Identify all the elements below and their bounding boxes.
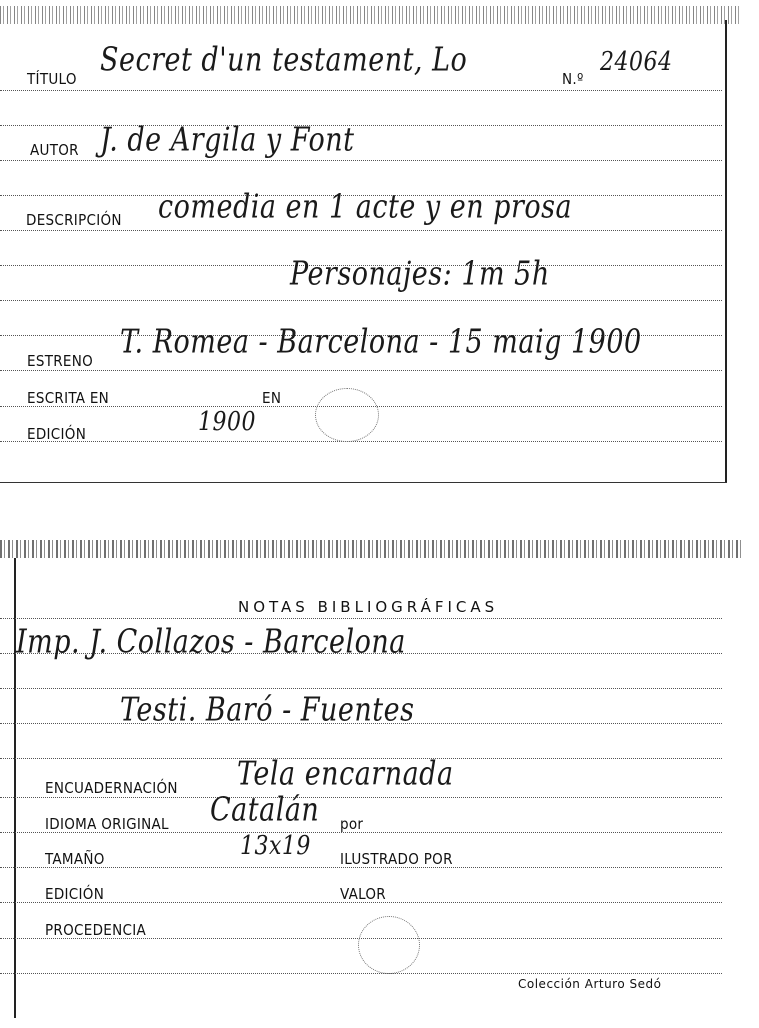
en-label: EN (262, 389, 282, 407)
note-imprenta: Imp. J. Collazos - Barcelona (16, 623, 406, 661)
estreno-value: T. Romea - Barcelona - 15 maig 1900 (120, 323, 642, 361)
faded-stamp (315, 388, 379, 442)
ruled-line (0, 797, 722, 798)
tamano-label: TAMAÑO (45, 850, 105, 868)
edicion-label: EDICIÓN (27, 425, 87, 443)
ruled-line (0, 973, 722, 974)
card-bottom-border (0, 482, 727, 483)
catalog-card-back (0, 540, 741, 1018)
titulo-label: TÍTULO (27, 70, 77, 88)
note-testi: Testi. Baró - Fuentes (120, 691, 415, 729)
card-edge-noise (0, 540, 741, 558)
por-label: por (340, 815, 364, 833)
notas-heading: NOTAS BIBLIOGRÁFICAS (238, 598, 499, 616)
collection-footer: Colección Arturo Sedó (518, 977, 662, 991)
idioma-label: IDIOMA ORIGINAL (45, 815, 169, 833)
procedencia-label: PROCEDENCIA (45, 921, 147, 939)
card-right-border (725, 20, 727, 482)
faded-stamp (358, 916, 420, 974)
encuadernacion-label: ENCUADERNACIÓN (45, 779, 178, 797)
estreno-label: ESTRENO (27, 352, 94, 370)
descripcion-label: DESCRIPCIÓN (26, 211, 122, 229)
ruled-line (0, 230, 722, 231)
autor-value: J. de Argila y Font (100, 121, 355, 159)
catalog-card-front (0, 0, 741, 494)
ruled-line (0, 618, 722, 619)
card-edge-noise (0, 6, 741, 24)
descripcion-value: comedia en 1 acte y en prosa (158, 188, 573, 226)
edicion2-label: EDICIÓN (45, 885, 105, 903)
autor-label: AUTOR (30, 141, 79, 159)
numero-label: N.º (562, 70, 584, 88)
ruled-line (0, 370, 722, 371)
edicion-value: 1900 (198, 407, 256, 437)
ruled-line (0, 300, 722, 301)
ruled-line (0, 688, 722, 689)
titulo-value: Secret d'un testament, Lo (100, 41, 468, 79)
ruled-line (0, 160, 722, 161)
idioma-value: Catalán (210, 791, 320, 829)
escrita-label: ESCRITA EN (27, 389, 110, 407)
tamano-value: 13x19 (240, 831, 311, 861)
ilustrado-label: ILUSTRADO POR (340, 850, 453, 868)
valor-label: VALOR (340, 885, 386, 903)
numero-value: 24064 (600, 47, 673, 77)
ruled-line (0, 441, 722, 442)
personajes-value: Personajes: 1m 5h (290, 255, 550, 293)
encuadernacion-value: Tela encarnada (237, 755, 454, 793)
ruled-line (0, 90, 722, 91)
